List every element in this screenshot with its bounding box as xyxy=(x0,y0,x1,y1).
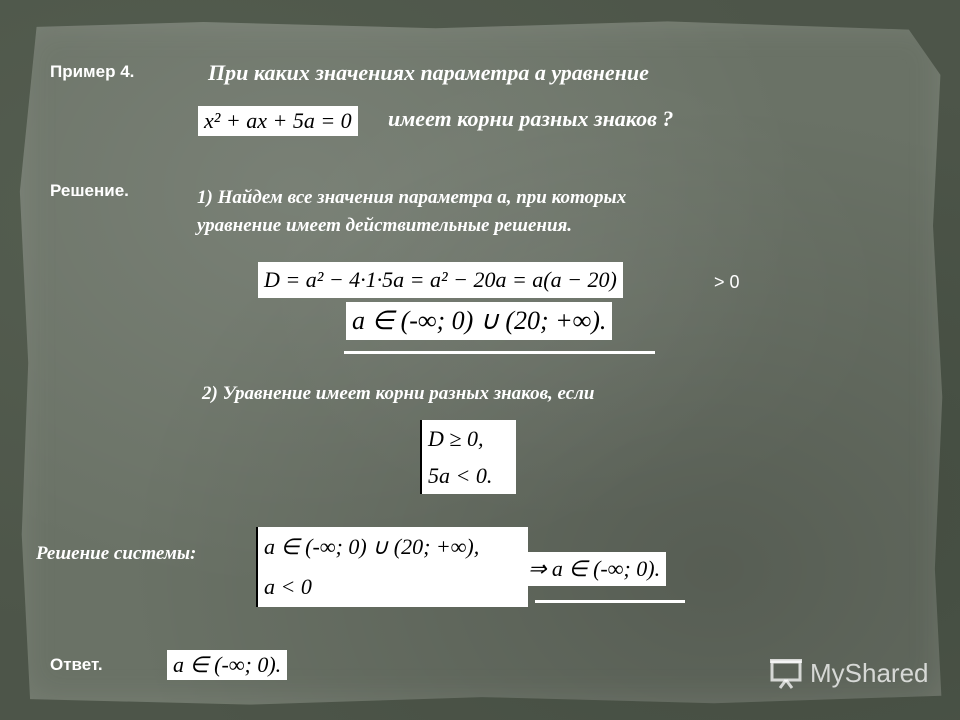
discriminant-formula: D = a² − 4·1·5a = a² − 20a = a(a − 20) xyxy=(258,262,623,298)
answer-value: a ∈ (-∞; 0). xyxy=(167,650,287,680)
system-1-row-2: 5a < 0. xyxy=(428,463,493,488)
system-solution-label: Решение системы: xyxy=(36,543,197,564)
question-line-1: При каких значениях параметра а уравнение xyxy=(208,60,649,85)
example-label: Пример 4. xyxy=(50,62,135,81)
step1-line-1: 1) Найдем все значения параметра а, при которых xyxy=(197,187,627,208)
underline-2 xyxy=(535,600,685,603)
interval-result: a ∈ (-∞; 0) ∪ (20; +∞). xyxy=(346,302,612,340)
system-2 xyxy=(256,527,528,607)
solution-label: Решение. xyxy=(50,181,129,200)
step1-line-2: уравнение имеет действительные решения. xyxy=(197,215,573,236)
answer-label: Ответ. xyxy=(50,655,103,674)
system-1-row-1: D ≥ 0, xyxy=(428,426,484,451)
system-1 xyxy=(420,420,516,494)
presentation-icon xyxy=(768,656,804,690)
system-2-row-2: a < 0 xyxy=(264,574,312,599)
equation: x² + ax + 5a = 0 xyxy=(198,106,358,136)
underline-1 xyxy=(344,351,655,354)
system-result: ⇒ a ∈ (-∞; 0). xyxy=(522,552,666,586)
greater-than-zero: > 0 xyxy=(714,272,740,292)
system-2-row-1: a ∈ (-∞; 0) ∪ (20; +∞), xyxy=(264,534,480,559)
watermark xyxy=(768,656,929,690)
watermark-text: MyShared xyxy=(810,657,929,688)
question-line-2: имеет корни разных знаков ? xyxy=(388,106,674,131)
step2-text: 2) Уравнение имеет корни разных знаков, если xyxy=(202,383,595,404)
